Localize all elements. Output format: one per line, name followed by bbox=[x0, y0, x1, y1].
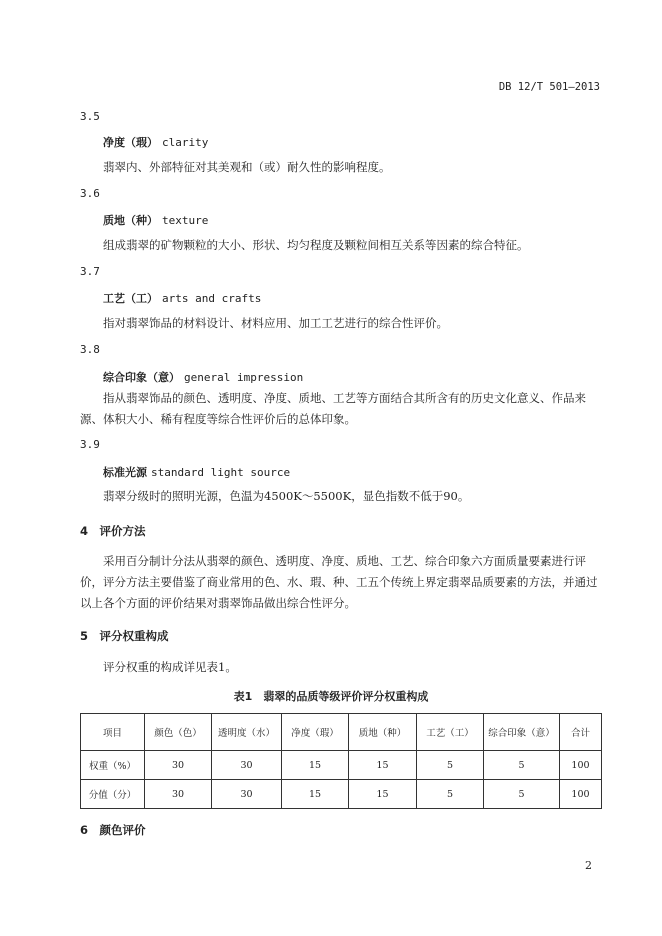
term-heading bbox=[103, 212, 208, 228]
clause-number: 3.6 bbox=[80, 187, 100, 200]
term-cn: 标准光源 bbox=[103, 466, 147, 479]
term-en: standard light source bbox=[151, 466, 291, 479]
table-cell: 30 bbox=[145, 780, 212, 809]
section-heading: 6 颜色评价 bbox=[80, 823, 146, 837]
term-definition: 组成翡翠的矿物颗粒的大小、形状、均匀程度及颗粒间相互关系等因素的综合特征。 bbox=[103, 238, 529, 252]
table-header-cell: 综合印象（意） bbox=[484, 714, 560, 751]
table-row bbox=[81, 780, 602, 809]
term-heading bbox=[103, 369, 303, 385]
term-cn: 净度（瑕） bbox=[103, 136, 158, 149]
clause-number: 3.9 bbox=[80, 438, 100, 451]
term-en: arts and crafts bbox=[162, 292, 262, 305]
term-cn: 综合印象（意） bbox=[103, 371, 180, 384]
term-cn: 工艺（工） bbox=[103, 292, 158, 305]
document-id: DB 12/T 501—2013 bbox=[498, 81, 600, 93]
clause-number: 3.5 bbox=[80, 110, 100, 123]
table-header-cell: 透明度（水） bbox=[212, 714, 282, 751]
section-paragraph: 采用百分制计分法从翡翠的颜色、透明度、净度、质地、工艺、综合印象六方面质量要素进行评价，评分方法主要借鉴了商业常用的色、水、瑕、种、工五个传统上界定翡翠品质要素的方法，并通过以上各个方面的评价结果对翡翠饰品做出综合性评分。 bbox=[80, 554, 598, 610]
table-row bbox=[81, 751, 602, 780]
table-cell: 100 bbox=[560, 751, 602, 780]
term-definition: 翡翠内、外部特征对其美观和（或）耐久性的影响程度。 bbox=[103, 160, 391, 174]
section-heading: 5 评分权重构成 bbox=[80, 629, 169, 643]
page-number: 2 bbox=[585, 859, 592, 872]
table-header-cell: 净度（瑕） bbox=[282, 714, 349, 751]
table-header-row bbox=[81, 714, 602, 751]
table-cell: 5 bbox=[484, 780, 560, 809]
term-definition: 翡翠分级时的照明光源，色温为4500K～5500K，显色指数不低于90。 bbox=[103, 489, 470, 503]
table-cell: 15 bbox=[349, 780, 417, 809]
table-header-cell: 合计 bbox=[560, 714, 602, 751]
table-cell: 30 bbox=[212, 751, 282, 780]
term-en: texture bbox=[162, 214, 209, 227]
table-cell: 5 bbox=[484, 751, 560, 780]
term-definition: 指从翡翠饰品的颜色、透明度、净度、质地、工艺等方面结合其所含有的历史文化意义、作品来源、体积大小、稀有程度等综合性评价后的总体印象。 bbox=[80, 391, 586, 426]
table-cell: 15 bbox=[349, 751, 417, 780]
term-heading bbox=[103, 464, 290, 480]
term-heading bbox=[103, 134, 208, 150]
table-cell: 15 bbox=[282, 780, 349, 809]
table-cell: 5 bbox=[417, 751, 484, 780]
weight-table bbox=[80, 713, 602, 809]
term-en: clarity bbox=[162, 136, 209, 149]
term-cn: 质地（种） bbox=[103, 214, 158, 227]
table-caption: 表1 翡翠的品质等级评价评分权重构成 bbox=[233, 690, 429, 703]
table-cell: 15 bbox=[282, 751, 349, 780]
table-cell: 30 bbox=[212, 780, 282, 809]
clause-number: 3.7 bbox=[80, 265, 100, 278]
clause-number: 3.8 bbox=[80, 343, 100, 356]
table-header-cell: 质地（种） bbox=[349, 714, 417, 751]
table-cell: 分值（分） bbox=[81, 780, 145, 809]
term-heading bbox=[103, 290, 261, 306]
table-cell: 权重（%） bbox=[81, 751, 145, 780]
table-header-cell: 颜色（色） bbox=[145, 714, 212, 751]
table-cell: 5 bbox=[417, 780, 484, 809]
table-cell: 100 bbox=[560, 780, 602, 809]
table-header-cell: 工艺（工） bbox=[417, 714, 484, 751]
section-heading: 4 评价方法 bbox=[80, 524, 146, 538]
table-header-cell: 项目 bbox=[81, 714, 145, 751]
term-en: general impression bbox=[184, 371, 304, 384]
table-cell: 30 bbox=[145, 751, 212, 780]
section-paragraph: 评分权重的构成详见表1。 bbox=[103, 660, 237, 674]
term-definition: 指对翡翠饰品的材料设计、材料应用、加工工艺进行的综合性评价。 bbox=[103, 316, 448, 330]
